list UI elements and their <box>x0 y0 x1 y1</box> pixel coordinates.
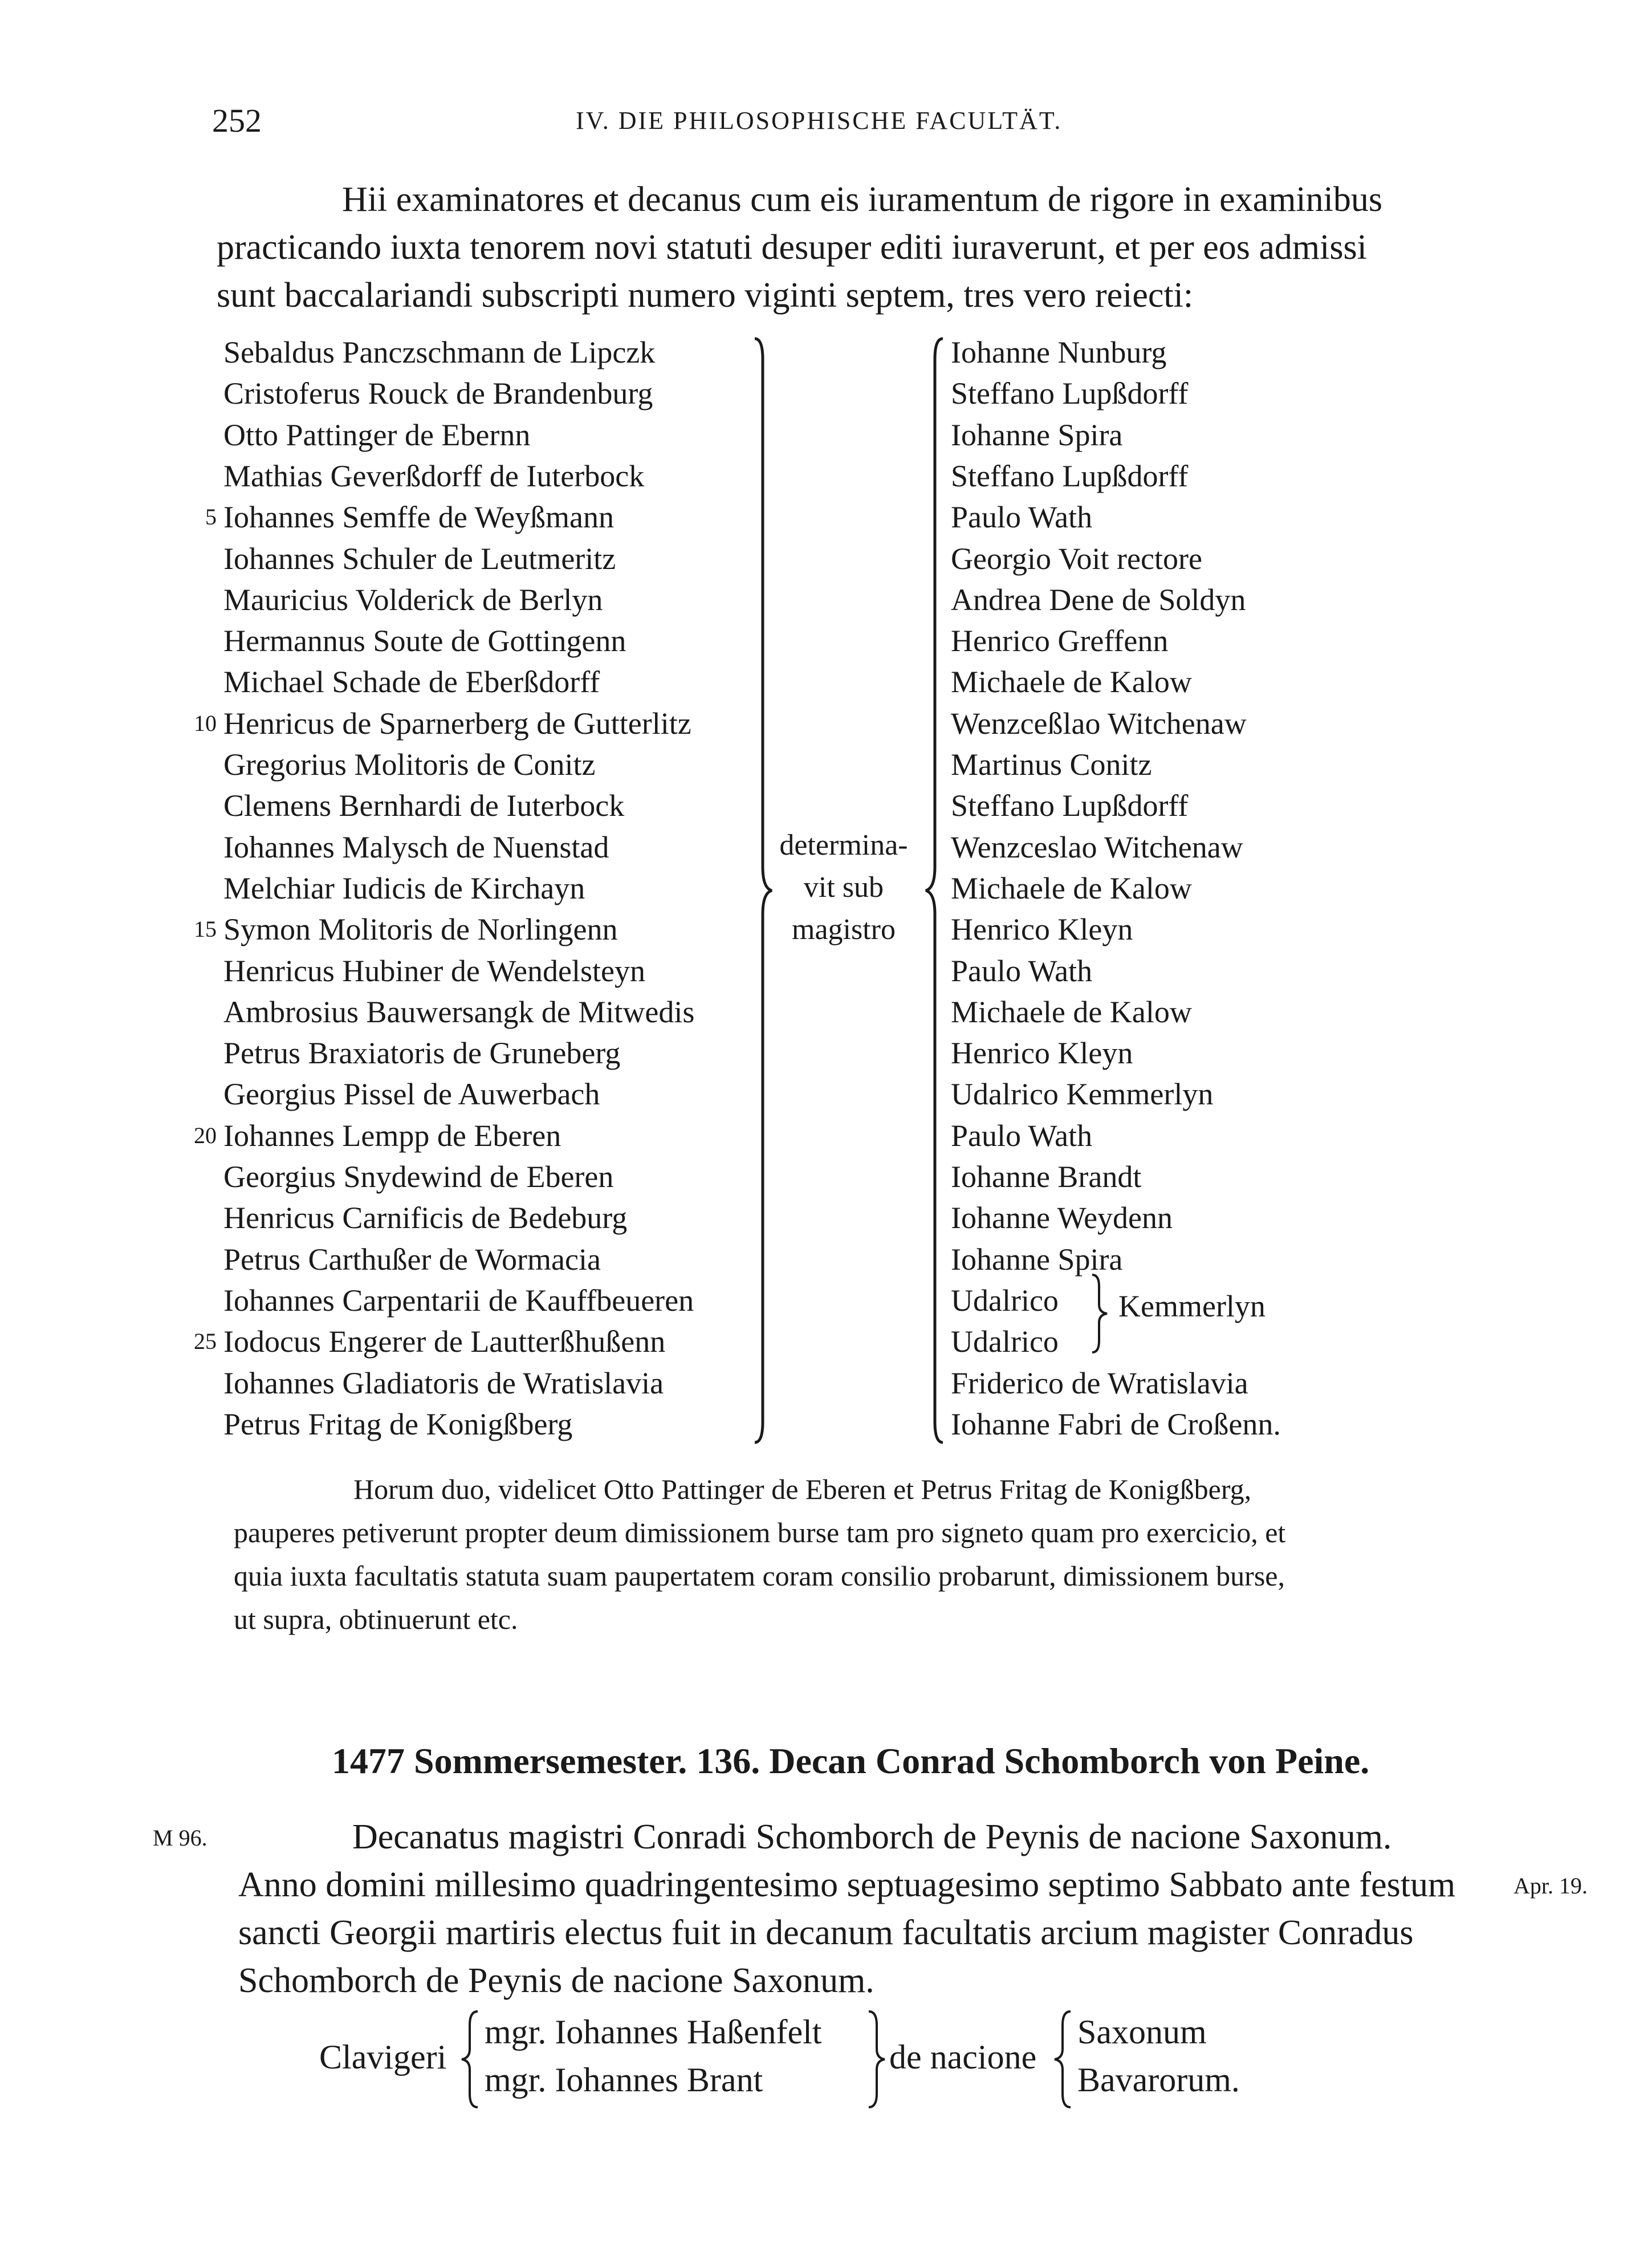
candidate-name: Iohannes Carpentarii de Kauffbeueren <box>223 1283 694 1318</box>
examiner-name: Michaele de Kalow <box>951 665 1192 700</box>
candidate-row <box>0 497 1652 538</box>
candidate-row <box>0 991 1652 1033</box>
candidate-row <box>0 950 1652 991</box>
section-heading: 1477 Sommersemester. 136. Decan Conrad Schomborch von Peine. <box>332 1741 1370 1781</box>
line-number: 10 <box>194 710 217 736</box>
candidate-row <box>0 332 1652 373</box>
candidate-name: Henricus Carnificis de Bedeburg <box>223 1201 628 1235</box>
examiner-name: Iohanne Weydenn <box>951 1201 1173 1235</box>
candidate-name: Otto Pattinger de Ebernn <box>223 417 531 452</box>
paragraph-line: practicando iuxta tenorem novi statuti desuper editi iuraverunt, et per eos admissi <box>217 228 1367 267</box>
candidate-row <box>0 1280 1652 1321</box>
examiner-name: Udalrico Kemmerlyn <box>951 1077 1214 1112</box>
examiner-name: Iohanne Brandt <box>951 1160 1142 1194</box>
margin-note-left: M 96. <box>153 1825 207 1851</box>
candidate-row <box>0 744 1652 785</box>
pauperes-paragraph <box>234 1468 1488 1641</box>
candidate-name: Georgius Snydewind de Eberen <box>223 1160 614 1194</box>
clavigeri-label: Clavigeri <box>319 2038 447 2076</box>
candidate-name: Michael Schade de Eberßdorff <box>223 665 600 700</box>
clavigeri-block <box>0 2005 1652 2119</box>
candidate-name: Henricus Hubiner de Wendelsteyn <box>223 953 645 988</box>
candidate-name: Iohannes Lempp de Eberen <box>223 1118 561 1153</box>
candidate-row <box>0 1197 1652 1238</box>
paragraph-line: pauperes petiverunt propter deum dimissionem burse tam pro signeto quam pro exercicio, et <box>234 1517 1286 1548</box>
examiner-name: Iohanne Nunburg <box>951 335 1167 369</box>
paragraph-line: Anno domini millesimo quadringentesimo septuagesimo septimo Sabbato ante festum <box>238 1865 1456 1904</box>
examiner-name: Georgio Voit rectore <box>951 541 1202 576</box>
de-nacione-label: de nacione <box>889 2038 1037 2076</box>
examiner-name: Henrico Kleyn <box>951 1036 1133 1071</box>
examiner-name: Steffano Lupßdorff <box>951 788 1189 823</box>
candidate-name: Petrus Braxiatoris de Gruneberg <box>223 1036 621 1071</box>
clavigeri-magister: mgr. Iohannes Haßenfelt <box>485 2013 822 2051</box>
nacio-name: Bavarorum. <box>1077 2061 1240 2099</box>
candidate-name: Hermannus Soute de Gottingenn <box>223 624 626 659</box>
determinavit-label <box>775 824 912 951</box>
clavigeri-left-brace <box>459 2009 480 2110</box>
candidate-name: Symon Molitoris de Norlingenn <box>223 912 618 947</box>
candidate-name: Henricus de Sparnerberg de Gutterlitz <box>223 706 691 741</box>
candidate-name: Clemens Bernhardi de Iuterbock <box>223 788 625 823</box>
candidate-row <box>0 1115 1652 1156</box>
kemmerlyn-label: Kemmerlyn <box>1118 1289 1266 1323</box>
paragraph-line: sancti Georgii martiris electus fuit in decanum facultatis arcium magister Conradus <box>238 1913 1414 1952</box>
clavigeri-right-brace <box>866 2009 887 2110</box>
candidate-list <box>0 332 1652 1449</box>
candidate-name: Iohannes Schuler de Leutmeritz <box>223 541 616 576</box>
examiner-name: Paulo Wath <box>951 953 1093 988</box>
determinavit-line: determina- <box>779 829 908 861</box>
candidate-name: Ambrosius Bauwersangk de Mitwedis <box>223 994 695 1029</box>
decanatus-paragraph <box>238 1813 1492 2005</box>
line-number: 15 <box>194 916 217 942</box>
paragraph-line: sunt baccalariandi subscripti numero viginti septem, tres vero reiecti: <box>217 276 1194 315</box>
candidate-row <box>0 1156 1652 1197</box>
margin-note-right: Apr. 19. <box>1513 1873 1588 1899</box>
candidate-row <box>0 1321 1652 1362</box>
paragraph-line: Hii examinatores et decanus cum eis iuramentum de rigore in examinibus <box>342 180 1383 219</box>
candidate-name: Petrus Carthußer de Wormacia <box>223 1242 601 1277</box>
line-number: 20 <box>194 1122 217 1148</box>
running-head: IV. DIE PHILOSOPHISCHE FACULTÄT. <box>576 107 1063 135</box>
examiner-name: Udalrico <box>951 1283 1059 1318</box>
candidate-name: Mathias Geverßdorff de Iuterbock <box>223 458 645 493</box>
examiner-name: Udalrico <box>951 1324 1059 1359</box>
candidate-name: Iohannes Malysch de Nuenstad <box>223 830 609 864</box>
examiner-name: Andrea Dene de Soldyn <box>951 582 1246 617</box>
examiner-name: Iohanne Spira <box>951 417 1123 452</box>
examiner-name: Paulo Wath <box>951 500 1093 535</box>
examiner-name: Wenzceslao Witchenaw <box>951 830 1243 864</box>
determinavit-line: vit sub <box>803 871 884 904</box>
candidate-row <box>0 1074 1652 1115</box>
candidate-row <box>0 785 1652 826</box>
candidate-row <box>0 703 1652 744</box>
candidate-row <box>0 620 1652 661</box>
left-brace <box>922 336 945 1445</box>
determinavit-line: magistro <box>792 913 896 946</box>
udalrico-brace <box>1090 1273 1113 1355</box>
line-number: 25 <box>194 1328 217 1355</box>
page-number: 252 <box>212 102 262 139</box>
examiner-name: Steffano Lupßdorff <box>951 458 1189 493</box>
examiner-name: Michaele de Kalow <box>951 994 1192 1029</box>
paragraph-line: ut supra, obtinuerunt etc. <box>234 1603 518 1635</box>
examiner-name: Wenzceßlao Witchenaw <box>951 706 1247 741</box>
candidate-row <box>0 1033 1652 1074</box>
line-number: 5 <box>205 504 217 530</box>
intro-paragraph <box>217 176 1482 319</box>
candidate-row <box>0 1239 1652 1280</box>
examiner-name: Henrico Kleyn <box>951 912 1133 947</box>
candidate-name: Melchiar Iudicis de Kirchayn <box>223 871 585 905</box>
candidate-name: Mauricius Volderick de Berlyn <box>223 582 603 617</box>
candidate-name: Sebaldus Panczschmann de Lipczk <box>223 335 656 369</box>
candidate-row <box>0 1404 1652 1445</box>
nacione-left-brace <box>1052 2009 1073 2110</box>
candidate-name: Cristoferus Rouck de Brandenburg <box>223 376 653 411</box>
examiner-name: Henrico Greffenn <box>951 624 1169 659</box>
candidate-row <box>0 414 1652 456</box>
examiner-name: Michaele de Kalow <box>951 871 1192 905</box>
candidate-row <box>0 456 1652 497</box>
candidate-name: Iodocus Engerer de Lautterßhußenn <box>223 1324 666 1359</box>
candidate-name: Petrus Fritag de Konigßberg <box>223 1407 573 1441</box>
candidate-name: Iohannes Semffe de Weyßmann <box>223 500 614 535</box>
right-brace <box>752 336 775 1445</box>
paragraph-line: quia iuxta facultatis statuta suam paupertatem coram consilio probarunt, dimissionem burse, <box>234 1560 1285 1592</box>
paragraph-line: Decanatus magistri Conradi Schomborch de Peynis de nacione Saxonum. <box>352 1818 1392 1856</box>
paragraph-line: Horum duo, videlicet Otto Pattinger de Eberen et Petrus Fritag de Konigßberg, <box>353 1473 1252 1505</box>
candidate-name: Iohannes Gladiatoris de Wratislavia <box>223 1365 664 1400</box>
candidate-name: Gregorius Molitoris de Conitz <box>223 747 596 782</box>
candidate-row <box>0 661 1652 702</box>
candidate-row <box>0 1363 1652 1404</box>
candidate-row <box>0 579 1652 620</box>
examiner-name: Iohanne Fabri de Croßenn. <box>951 1407 1281 1441</box>
nacio-name: Saxonum <box>1077 2013 1207 2051</box>
paragraph-line: Schomborch de Peynis de nacione Saxonum. <box>238 1961 874 2000</box>
examiner-name: Iohanne Spira <box>951 1242 1123 1277</box>
clavigeri-magister: mgr. Iohannes Brant <box>485 2061 763 2099</box>
examiner-name: Steffano Lupßdorff <box>951 376 1189 411</box>
examiner-name: Friderico de Wratislavia <box>951 1365 1248 1400</box>
candidate-name: Georgius Pissel de Auwerbach <box>223 1077 600 1112</box>
examiner-name: Martinus Conitz <box>951 747 1152 782</box>
candidate-row <box>0 538 1652 579</box>
examiner-name: Paulo Wath <box>951 1118 1093 1153</box>
candidate-row <box>0 373 1652 414</box>
